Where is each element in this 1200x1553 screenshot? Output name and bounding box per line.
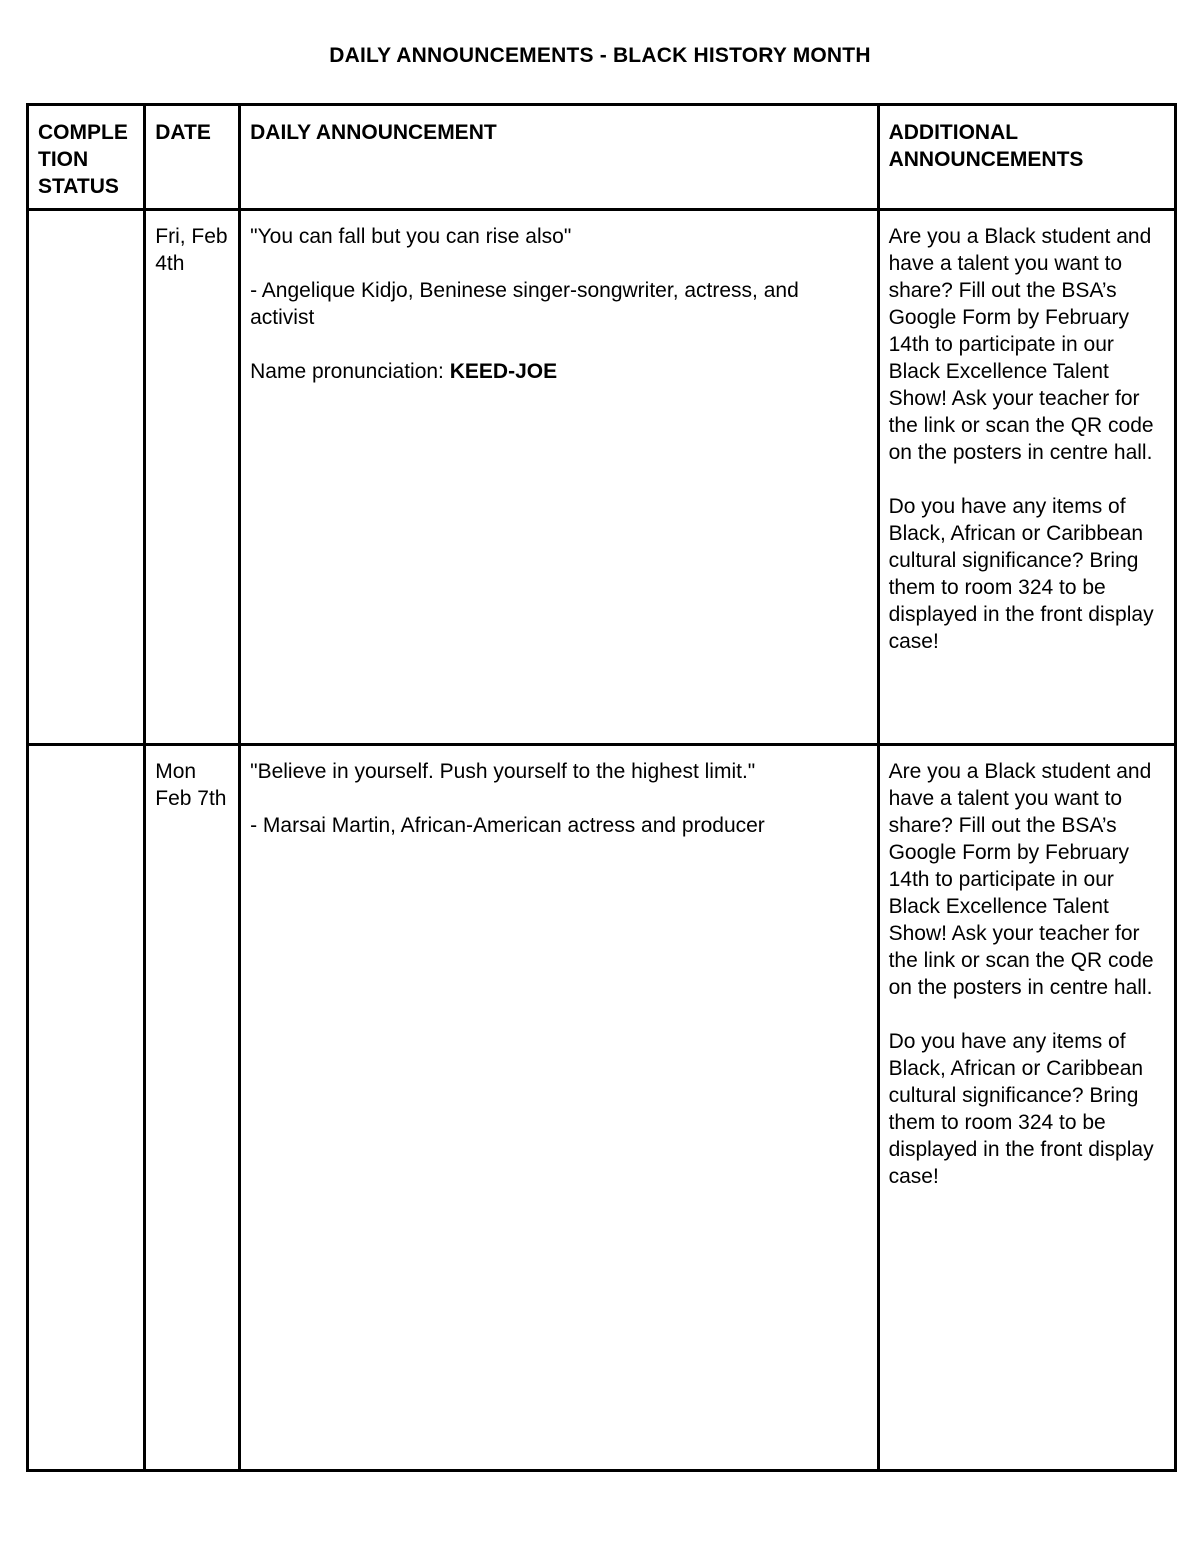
pronunciation-value: KEED-JOE xyxy=(449,360,558,383)
date-cell: Mon Feb 7th xyxy=(145,745,240,1471)
display-case-announcement: Do you have any items of Black, African or Caribbean cultural significance? Bring them to room 324 to be displayed in the front display case! xyxy=(888,495,1154,653)
header-date: DATE xyxy=(145,105,240,210)
table-row xyxy=(28,745,1176,1471)
completion-status-cell xyxy=(28,210,145,745)
header-daily-announcement: DAILY ANNOUNCEMENT xyxy=(240,105,878,210)
table-row xyxy=(28,210,1176,745)
date-cell: Fri, Feb 4th xyxy=(145,210,240,745)
daily-announcement-cell xyxy=(240,210,878,745)
additional-announcements-cell xyxy=(878,745,1175,1471)
talent-show-announcement: Are you a Black student and have a talent you want to share? Fill out the BSA’s Google Form by February 14th to participate in our Black Excellence Talent Show! Ask your teacher for the link or scan the QR code on the posters in centre hall. xyxy=(888,225,1154,464)
announcements-table xyxy=(26,103,1177,1472)
quote-text: "Believe in yourself. Push yourself to the highest limit." xyxy=(250,760,756,783)
quote-attribution: - Angelique Kidjo, Beninese singer-songwriter, actress, and activist xyxy=(250,279,799,329)
header-completion-status: COMPLE TION STATUS xyxy=(28,105,145,210)
page-title: DAILY ANNOUNCEMENTS - BLACK HISTORY MONTH xyxy=(329,44,871,67)
quote-text: "You can fall but you can rise also" xyxy=(250,225,572,248)
header-additional-announcements: ADDITIONAL ANNOUNCEMENTS xyxy=(878,105,1175,210)
talent-show-announcement: Are you a Black student and have a talent you want to share? Fill out the BSA’s Google Form by February 14th to participate in our Black Excellence Talent Show! Ask your teacher for the link or scan the QR code on the posters in centre hall. xyxy=(888,760,1154,999)
additional-announcements-cell xyxy=(878,210,1175,745)
name-pronunciation xyxy=(250,358,867,385)
daily-announcement-cell xyxy=(240,745,878,1471)
quote-attribution: - Marsai Martin, African-American actress and producer xyxy=(250,814,765,837)
table-header-row xyxy=(28,105,1176,210)
display-case-announcement: Do you have any items of Black, African or Caribbean cultural significance? Bring them to room 324 to be displayed in the front display case! xyxy=(888,1030,1154,1188)
pronunciation-label: Name pronunciation: xyxy=(250,360,450,383)
completion-status-cell xyxy=(28,745,145,1471)
